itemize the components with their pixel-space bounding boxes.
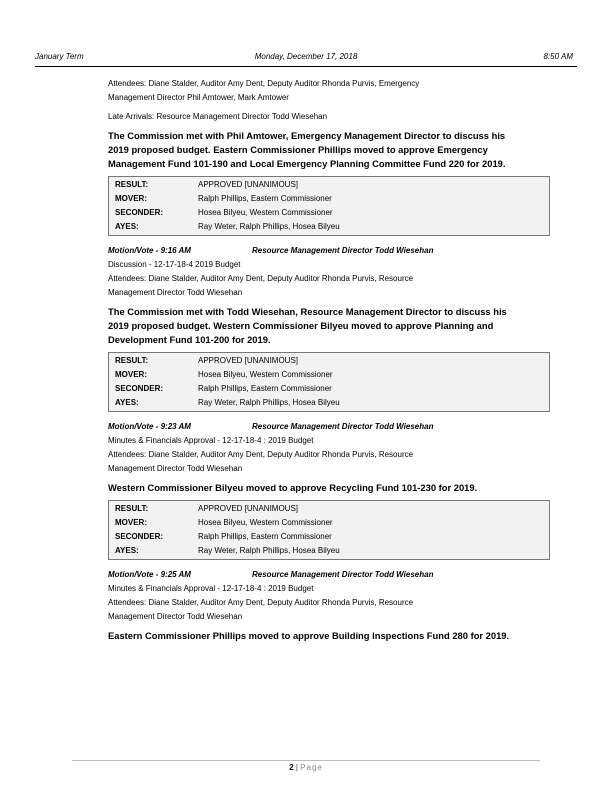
vote-label: SECONDER: [115, 208, 164, 217]
page-footer [0, 763, 612, 772]
header-term: January Term [35, 52, 84, 61]
motion-presenter: Resource Management Director Todd Wiesehan [252, 246, 434, 255]
minutes-paragraph: Management Fund 101-190 and Local Emergency Planning Committee Fund 220 for 2019. [108, 158, 506, 169]
vote-table [108, 176, 550, 236]
vote-label: RESULT: [115, 504, 149, 513]
attendees-line: Attendees: Diane Stalder, Auditor Amy Dent, Deputy Auditor Rhonda Purvis, Resource [108, 274, 414, 283]
motion-subject: Discussion - 12-17-18-4 2019 Budget [108, 260, 241, 269]
vote-label: RESULT: [115, 180, 149, 189]
page-label: Page [300, 763, 323, 772]
header-date: Monday, December 17, 2018 [254, 52, 358, 61]
motion-time: Motion/Vote - 9:23 AM [108, 422, 191, 431]
vote-label: MOVER: [115, 370, 147, 379]
header-divider [35, 66, 577, 67]
vote-table [108, 500, 550, 560]
footer-separator: | [295, 763, 298, 772]
vote-row-ayes [109, 396, 549, 410]
attendees-line: Attendees: Diane Stalder, Auditor Amy Dent, Deputy Auditor Rhonda Purvis, Resource [108, 598, 414, 607]
vote-row-ayes [109, 544, 549, 558]
vote-row-seconder [109, 382, 549, 396]
motion-presenter: Resource Management Director Todd Wiesehan [252, 422, 434, 431]
vote-value: Ray Weter, Ralph Phillips, Hosea Bilyeu [198, 222, 340, 231]
vote-value: Ray Weter, Ralph Phillips, Hosea Bilyeu [198, 398, 340, 407]
attendees-line: Management Director Phil Amtower, Mark Amtower [108, 93, 289, 102]
page-number: 2 [289, 763, 294, 772]
minutes-paragraph: The Commission met with Phil Amtower, Emergency Management Director to discuss his [108, 130, 506, 141]
motion-time: Motion/Vote - 9:25 AM [108, 570, 191, 579]
vote-row-seconder [109, 206, 549, 220]
minutes-paragraph: Western Commissioner Bilyeu moved to approve Recycling Fund 101-230 for 2019. [108, 482, 478, 493]
minutes-paragraph: Eastern Commissioner Phillips moved to approve Building Inspections Fund 280 for 2019. [108, 630, 510, 641]
vote-label: MOVER: [115, 518, 147, 527]
minutes-paragraph: 2019 proposed budget. Eastern Commissioner Phillips moved to approve Emergency [108, 144, 488, 155]
footer-divider [72, 760, 540, 761]
vote-label: AYES: [115, 546, 139, 555]
vote-value: Hosea Bilyeu, Western Commissioner [198, 370, 333, 379]
vote-value: Ralph Phillips, Eastern Commissioner [198, 384, 332, 393]
minutes-paragraph: Development Fund 101-200 for 2019. [108, 334, 271, 345]
minutes-content [108, 77, 550, 643]
motion-time: Motion/Vote - 9:16 AM [108, 246, 191, 255]
vote-row-result [109, 178, 549, 192]
vote-value: Ralph Phillips, Eastern Commissioner [198, 532, 332, 541]
attendees-line: Management Director Todd Wiesehan [108, 288, 243, 297]
vote-label: SECONDER: [115, 532, 164, 541]
vote-row-mover [109, 192, 549, 206]
page-header [35, 52, 577, 66]
vote-value: Ray Weter, Ralph Phillips, Hosea Bilyeu [198, 546, 340, 555]
vote-label: RESULT: [115, 356, 149, 365]
vote-value: APPROVED [UNANIMOUS] [198, 180, 299, 189]
header-time: 8:50 AM [543, 52, 573, 61]
vote-row-result [109, 354, 549, 368]
motion-subject: Minutes & Financials Approval - 12-17-18-4 : 2019 Budget [108, 436, 314, 445]
vote-value: Hosea Bilyeu, Western Commissioner [198, 208, 333, 217]
attendees-line: Management Director Todd Wiesehan [108, 612, 243, 621]
attendees-line: Management Director Todd Wiesehan [108, 464, 243, 473]
vote-value: APPROVED [UNANIMOUS] [198, 356, 299, 365]
vote-label: SECONDER: [115, 384, 164, 393]
vote-row-seconder [109, 530, 549, 544]
vote-row-mover [109, 368, 549, 382]
attendees-line: Attendees: Diane Stalder, Auditor Amy Dent, Deputy Auditor Rhonda Purvis, Emergency [108, 79, 420, 88]
vote-label: AYES: [115, 222, 139, 231]
vote-row-mover [109, 516, 549, 530]
minutes-paragraph: 2019 proposed budget. Western Commissioner Bilyeu moved to approve Planning and [108, 320, 494, 331]
motion-subject: Minutes & Financials Approval - 12-17-18-4 : 2019 Budget [108, 584, 314, 593]
attendees-line: Attendees: Diane Stalder, Auditor Amy Dent, Deputy Auditor Rhonda Purvis, Resource [108, 450, 414, 459]
vote-value: Ralph Phillips, Eastern Commissioner [198, 194, 332, 203]
motion-heading [108, 244, 550, 258]
motion-heading [108, 568, 550, 582]
minutes-paragraph: The Commission met with Todd Wiesehan, Resource Management Director to discuss his [108, 306, 507, 317]
vote-row-ayes [109, 220, 549, 234]
vote-value: Hosea Bilyeu, Western Commissioner [198, 518, 333, 527]
vote-table [108, 352, 550, 412]
vote-label: MOVER: [115, 194, 147, 203]
vote-value: APPROVED [UNANIMOUS] [198, 504, 299, 513]
motion-heading [108, 420, 550, 434]
vote-label: AYES: [115, 398, 139, 407]
vote-row-result [109, 502, 549, 516]
late-arrivals-line: Late Arrivals: Resource Management Director Todd Wiesehan [108, 112, 328, 121]
motion-presenter: Resource Management Director Todd Wiesehan [252, 570, 434, 579]
